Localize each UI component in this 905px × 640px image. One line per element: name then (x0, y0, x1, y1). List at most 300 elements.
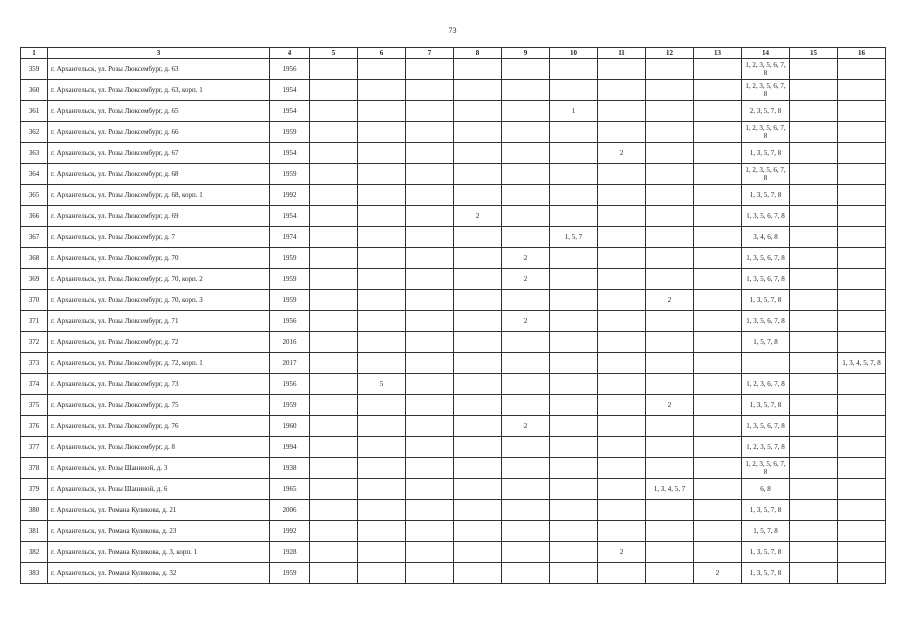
header-row (21, 48, 886, 59)
col-6-cell (358, 332, 406, 353)
col-8-cell (454, 164, 502, 185)
col-13-cell (694, 164, 742, 185)
col-8-cell (454, 374, 502, 395)
row-number-cell: 373 (21, 353, 48, 374)
table-body (21, 59, 886, 584)
col-5-cell (310, 269, 358, 290)
col-12-cell (646, 269, 694, 290)
col-8-cell (454, 101, 502, 122)
col-11-cell (598, 416, 646, 437)
col-14-cell: 1, 3, 5, 7, 8 (742, 563, 790, 584)
col-6-cell (358, 416, 406, 437)
col-5-cell (310, 374, 358, 395)
col-5-cell (310, 521, 358, 542)
col-5-cell (310, 290, 358, 311)
col-15-cell (790, 290, 838, 311)
row-number-cell: 374 (21, 374, 48, 395)
address-cell: г. Архангельск, ул. Романа Куликова, д. 23 (48, 521, 270, 542)
col-12-cell (646, 311, 694, 332)
col-7-cell (406, 521, 454, 542)
col-14-cell: 3, 4, 6, 8 (742, 227, 790, 248)
column-header-7: 7 (406, 48, 454, 59)
col-11-cell (598, 374, 646, 395)
col-12-cell (646, 563, 694, 584)
column-header-15: 15 (790, 48, 838, 59)
row-number-cell: 361 (21, 101, 48, 122)
col-6-cell (358, 542, 406, 563)
year-built-cell: 1959 (270, 395, 310, 416)
column-header-10: 10 (550, 48, 598, 59)
col-13-cell (694, 269, 742, 290)
col-7-cell (406, 164, 454, 185)
col-5-cell (310, 206, 358, 227)
col-14-cell (742, 353, 790, 374)
col-14-cell: 1, 3, 5, 6, 7, 8 (742, 248, 790, 269)
col-14-cell: 1, 3, 5, 7, 8 (742, 143, 790, 164)
row-number-cell: 382 (21, 542, 48, 563)
row-number-cell: 364 (21, 164, 48, 185)
col-8-cell (454, 290, 502, 311)
col-9-cell (502, 332, 550, 353)
col-7-cell (406, 80, 454, 101)
col-5-cell (310, 311, 358, 332)
col-13-cell (694, 101, 742, 122)
col-12-cell (646, 122, 694, 143)
col-7-cell (406, 563, 454, 584)
col-12-cell (646, 353, 694, 374)
row-number-cell: 359 (21, 59, 48, 80)
address-cell: г. Архангельск, ул. Розы Люксембург, д. 69 (48, 206, 270, 227)
table-row (21, 248, 886, 269)
address-cell: г. Архангельск, ул. Розы Люксембург, д. 7 (48, 227, 270, 248)
row-number-cell: 362 (21, 122, 48, 143)
col-10-cell: 1, 5, 7 (550, 227, 598, 248)
col-15-cell (790, 353, 838, 374)
col-11-cell (598, 269, 646, 290)
address-cell: г. Архангельск, ул. Розы Люксембург, д. 66 (48, 122, 270, 143)
col-15-cell (790, 80, 838, 101)
col-10-cell (550, 395, 598, 416)
row-number-cell: 377 (21, 437, 48, 458)
col-16-cell (838, 185, 886, 206)
address-cell: г. Архангельск, ул. Розы Люксембург, д. 76 (48, 416, 270, 437)
column-header-3: 3 (48, 48, 270, 59)
table-row (21, 206, 886, 227)
table-row (21, 458, 886, 479)
col-6-cell (358, 311, 406, 332)
col-12-cell (646, 521, 694, 542)
col-5-cell (310, 542, 358, 563)
col-16-cell (838, 500, 886, 521)
year-built-cell: 1954 (270, 143, 310, 164)
col-10-cell (550, 143, 598, 164)
col-6-cell (358, 290, 406, 311)
col-15-cell (790, 269, 838, 290)
address-cell: г. Архангельск, ул. Романа Куликова, д. 32 (48, 563, 270, 584)
col-15-cell (790, 311, 838, 332)
col-13-cell (694, 521, 742, 542)
col-6-cell (358, 437, 406, 458)
table-row (21, 395, 886, 416)
col-5-cell (310, 416, 358, 437)
row-number-cell: 376 (21, 416, 48, 437)
col-8-cell (454, 227, 502, 248)
page-number: 73 (448, 26, 457, 35)
table-row (21, 164, 886, 185)
col-7-cell (406, 59, 454, 80)
col-12-cell (646, 227, 694, 248)
column-header-12: 12 (646, 48, 694, 59)
col-15-cell (790, 521, 838, 542)
col-13-cell (694, 80, 742, 101)
col-6-cell (358, 227, 406, 248)
col-10-cell (550, 290, 598, 311)
address-cell: г. Архангельск, ул. Розы Люксембург, д. 71 (48, 311, 270, 332)
col-5-cell (310, 101, 358, 122)
col-15-cell (790, 248, 838, 269)
col-14-cell: 1, 2, 3, 5, 6, 7, 8 (742, 122, 790, 143)
year-built-cell: 2017 (270, 353, 310, 374)
col-13-cell (694, 206, 742, 227)
col-9-cell (502, 227, 550, 248)
col-11-cell (598, 521, 646, 542)
row-number-cell: 367 (21, 227, 48, 248)
col-7-cell (406, 458, 454, 479)
col-8-cell (454, 437, 502, 458)
col-14-cell: 1, 2, 3, 5, 6, 7, 8 (742, 164, 790, 185)
table-row (21, 479, 886, 500)
col-8-cell (454, 143, 502, 164)
col-16-cell (838, 416, 886, 437)
table-row (21, 143, 886, 164)
col-8-cell (454, 542, 502, 563)
buildings-table (20, 47, 886, 584)
col-9-cell: 2 (502, 416, 550, 437)
col-8-cell (454, 479, 502, 500)
col-10-cell (550, 311, 598, 332)
row-number-cell: 378 (21, 458, 48, 479)
col-13-cell (694, 458, 742, 479)
col-12-cell (646, 164, 694, 185)
col-10-cell (550, 416, 598, 437)
col-9-cell (502, 542, 550, 563)
address-cell: г. Архангельск, ул. Розы Люксембург, д. 72 (48, 332, 270, 353)
col-15-cell (790, 374, 838, 395)
table-row (21, 437, 886, 458)
col-11-cell (598, 122, 646, 143)
address-cell: г. Архангельск, ул. Розы Люксембург, д. 63, корп. 1 (48, 80, 270, 101)
col-9-cell: 2 (502, 311, 550, 332)
col-12-cell (646, 500, 694, 521)
col-10-cell (550, 206, 598, 227)
col-13-cell (694, 374, 742, 395)
table-row (21, 374, 886, 395)
table-row (21, 80, 886, 101)
col-11-cell (598, 437, 646, 458)
col-11-cell (598, 332, 646, 353)
col-7-cell (406, 374, 454, 395)
col-5-cell (310, 185, 358, 206)
row-number-cell: 370 (21, 290, 48, 311)
table-row (21, 416, 886, 437)
col-15-cell (790, 59, 838, 80)
col-6-cell (358, 206, 406, 227)
col-5-cell (310, 164, 358, 185)
col-5-cell (310, 332, 358, 353)
col-12-cell: 1, 3, 4, 5, 7 (646, 479, 694, 500)
column-header-6: 6 (358, 48, 406, 59)
table-header (21, 48, 886, 59)
col-16-cell (838, 458, 886, 479)
row-number-cell: 383 (21, 563, 48, 584)
col-15-cell (790, 185, 838, 206)
col-10-cell (550, 122, 598, 143)
col-14-cell: 1, 2, 3, 5, 6, 7, 8 (742, 59, 790, 80)
table-row (21, 542, 886, 563)
col-8-cell (454, 353, 502, 374)
col-11-cell (598, 500, 646, 521)
col-10-cell (550, 458, 598, 479)
col-12-cell (646, 542, 694, 563)
col-9-cell (502, 101, 550, 122)
address-cell: г. Архангельск, ул. Розы Люксембург, д. 65 (48, 101, 270, 122)
col-11-cell (598, 206, 646, 227)
col-6-cell (358, 395, 406, 416)
col-8-cell (454, 521, 502, 542)
year-built-cell: 1974 (270, 227, 310, 248)
col-14-cell: 1, 2, 3, 5, 6, 7, 8 (742, 80, 790, 101)
col-6-cell (358, 500, 406, 521)
col-16-cell (838, 374, 886, 395)
year-built-cell: 1928 (270, 542, 310, 563)
col-13-cell: 2 (694, 563, 742, 584)
col-12-cell (646, 437, 694, 458)
col-8-cell (454, 500, 502, 521)
col-16-cell (838, 59, 886, 80)
col-16-cell (838, 542, 886, 563)
address-cell: г. Архангельск, ул. Розы Шаниной, д. 3 (48, 458, 270, 479)
table-row (21, 59, 886, 80)
col-11-cell (598, 101, 646, 122)
year-built-cell: 1959 (270, 248, 310, 269)
table-row (21, 500, 886, 521)
col-6-cell (358, 185, 406, 206)
col-7-cell (406, 227, 454, 248)
col-9-cell (502, 59, 550, 80)
col-15-cell (790, 122, 838, 143)
table-row (21, 101, 886, 122)
col-15-cell (790, 143, 838, 164)
col-16-cell (838, 332, 886, 353)
col-7-cell (406, 395, 454, 416)
table-row (21, 290, 886, 311)
col-9-cell (502, 143, 550, 164)
column-header-9: 9 (502, 48, 550, 59)
col-8-cell (454, 311, 502, 332)
col-5-cell (310, 437, 358, 458)
table-row (21, 122, 886, 143)
year-built-cell: 1938 (270, 458, 310, 479)
col-9-cell (502, 185, 550, 206)
col-6-cell (358, 164, 406, 185)
col-11-cell (598, 395, 646, 416)
col-11-cell (598, 227, 646, 248)
col-14-cell: 2, 3, 5, 7, 8 (742, 101, 790, 122)
col-16-cell (838, 248, 886, 269)
table-row (21, 563, 886, 584)
col-12-cell (646, 143, 694, 164)
col-9-cell: 2 (502, 248, 550, 269)
col-5-cell (310, 458, 358, 479)
col-5-cell (310, 143, 358, 164)
col-14-cell: 1, 3, 5, 6, 7, 8 (742, 269, 790, 290)
col-13-cell (694, 122, 742, 143)
address-cell: г. Архангельск, ул. Розы Люксембург, д. 70, корп. 3 (48, 290, 270, 311)
col-15-cell (790, 101, 838, 122)
column-header-8: 8 (454, 48, 502, 59)
column-header-4: 4 (270, 48, 310, 59)
col-7-cell (406, 416, 454, 437)
col-8-cell (454, 332, 502, 353)
col-11-cell (598, 353, 646, 374)
col-6-cell (358, 59, 406, 80)
col-5-cell (310, 80, 358, 101)
col-16-cell (838, 101, 886, 122)
address-cell: г. Архангельск, ул. Розы Люксембург, д. 70, корп. 2 (48, 269, 270, 290)
col-13-cell (694, 479, 742, 500)
col-8-cell (454, 416, 502, 437)
col-12-cell (646, 458, 694, 479)
col-15-cell (790, 395, 838, 416)
table-row (21, 332, 886, 353)
col-10-cell (550, 563, 598, 584)
address-cell: г. Архангельск, ул. Розы Люксембург, д. 63 (48, 59, 270, 80)
col-10-cell (550, 269, 598, 290)
col-15-cell (790, 458, 838, 479)
col-16-cell (838, 395, 886, 416)
year-built-cell: 1954 (270, 80, 310, 101)
col-14-cell: 1, 3, 5, 7, 8 (742, 290, 790, 311)
address-cell: г. Архангельск, ул. Розы Люксембург, д. 75 (48, 395, 270, 416)
col-5-cell (310, 563, 358, 584)
col-7-cell (406, 122, 454, 143)
col-6-cell (358, 143, 406, 164)
col-6-cell (358, 101, 406, 122)
col-8-cell (454, 80, 502, 101)
row-number-cell: 371 (21, 311, 48, 332)
col-10-cell: 1 (550, 101, 598, 122)
row-number-cell: 365 (21, 185, 48, 206)
col-9-cell (502, 500, 550, 521)
year-built-cell: 1954 (270, 206, 310, 227)
col-8-cell (454, 458, 502, 479)
column-header-1: 1 (21, 48, 48, 59)
col-14-cell: 1, 3, 5, 7, 8 (742, 185, 790, 206)
col-14-cell: 1, 5, 7, 8 (742, 521, 790, 542)
col-15-cell (790, 227, 838, 248)
col-13-cell (694, 500, 742, 521)
col-12-cell (646, 206, 694, 227)
col-15-cell (790, 479, 838, 500)
year-built-cell: 1960 (270, 416, 310, 437)
col-13-cell (694, 416, 742, 437)
col-5-cell (310, 353, 358, 374)
col-14-cell: 1, 3, 5, 6, 7, 8 (742, 311, 790, 332)
col-9-cell (502, 206, 550, 227)
col-11-cell (598, 479, 646, 500)
year-built-cell: 1959 (270, 122, 310, 143)
col-6-cell (358, 248, 406, 269)
col-15-cell (790, 206, 838, 227)
col-10-cell (550, 500, 598, 521)
col-9-cell (502, 563, 550, 584)
col-9-cell (502, 521, 550, 542)
col-9-cell (502, 80, 550, 101)
year-built-cell: 1956 (270, 59, 310, 80)
col-7-cell (406, 500, 454, 521)
col-16-cell (838, 269, 886, 290)
col-13-cell (694, 248, 742, 269)
col-15-cell (790, 563, 838, 584)
col-8-cell (454, 395, 502, 416)
col-16-cell (838, 437, 886, 458)
col-14-cell: 1, 3, 5, 6, 7, 8 (742, 416, 790, 437)
col-16-cell: 1, 3, 4, 5, 7, 8 (838, 353, 886, 374)
col-12-cell (646, 101, 694, 122)
col-11-cell: 2 (598, 143, 646, 164)
col-13-cell (694, 353, 742, 374)
col-11-cell (598, 164, 646, 185)
col-15-cell (790, 542, 838, 563)
col-13-cell (694, 227, 742, 248)
col-9-cell (502, 437, 550, 458)
year-built-cell: 1959 (270, 164, 310, 185)
col-5-cell (310, 227, 358, 248)
table-row (21, 521, 886, 542)
col-14-cell: 1, 2, 3, 5, 7, 8 (742, 437, 790, 458)
col-15-cell (790, 332, 838, 353)
col-16-cell (838, 227, 886, 248)
col-7-cell (406, 437, 454, 458)
col-9-cell (502, 290, 550, 311)
col-10-cell (550, 479, 598, 500)
col-16-cell (838, 164, 886, 185)
col-11-cell (598, 458, 646, 479)
col-8-cell (454, 59, 502, 80)
table-row (21, 269, 886, 290)
col-16-cell (838, 122, 886, 143)
col-9-cell (502, 374, 550, 395)
col-14-cell: 1, 3, 5, 7, 8 (742, 395, 790, 416)
address-cell: г. Архангельск, ул. Розы Люксембург, д. 68 (48, 164, 270, 185)
col-15-cell (790, 437, 838, 458)
year-built-cell: 1956 (270, 311, 310, 332)
table-row (21, 227, 886, 248)
year-built-cell: 1954 (270, 101, 310, 122)
address-cell: г. Архангельск, ул. Розы Люксембург, д. 73 (48, 374, 270, 395)
col-9-cell (502, 122, 550, 143)
col-10-cell (550, 80, 598, 101)
year-built-cell: 1959 (270, 563, 310, 584)
col-10-cell (550, 521, 598, 542)
col-12-cell (646, 59, 694, 80)
col-12-cell (646, 80, 694, 101)
col-9-cell (502, 458, 550, 479)
col-5-cell (310, 500, 358, 521)
col-7-cell (406, 143, 454, 164)
col-12-cell: 2 (646, 290, 694, 311)
col-6-cell (358, 122, 406, 143)
